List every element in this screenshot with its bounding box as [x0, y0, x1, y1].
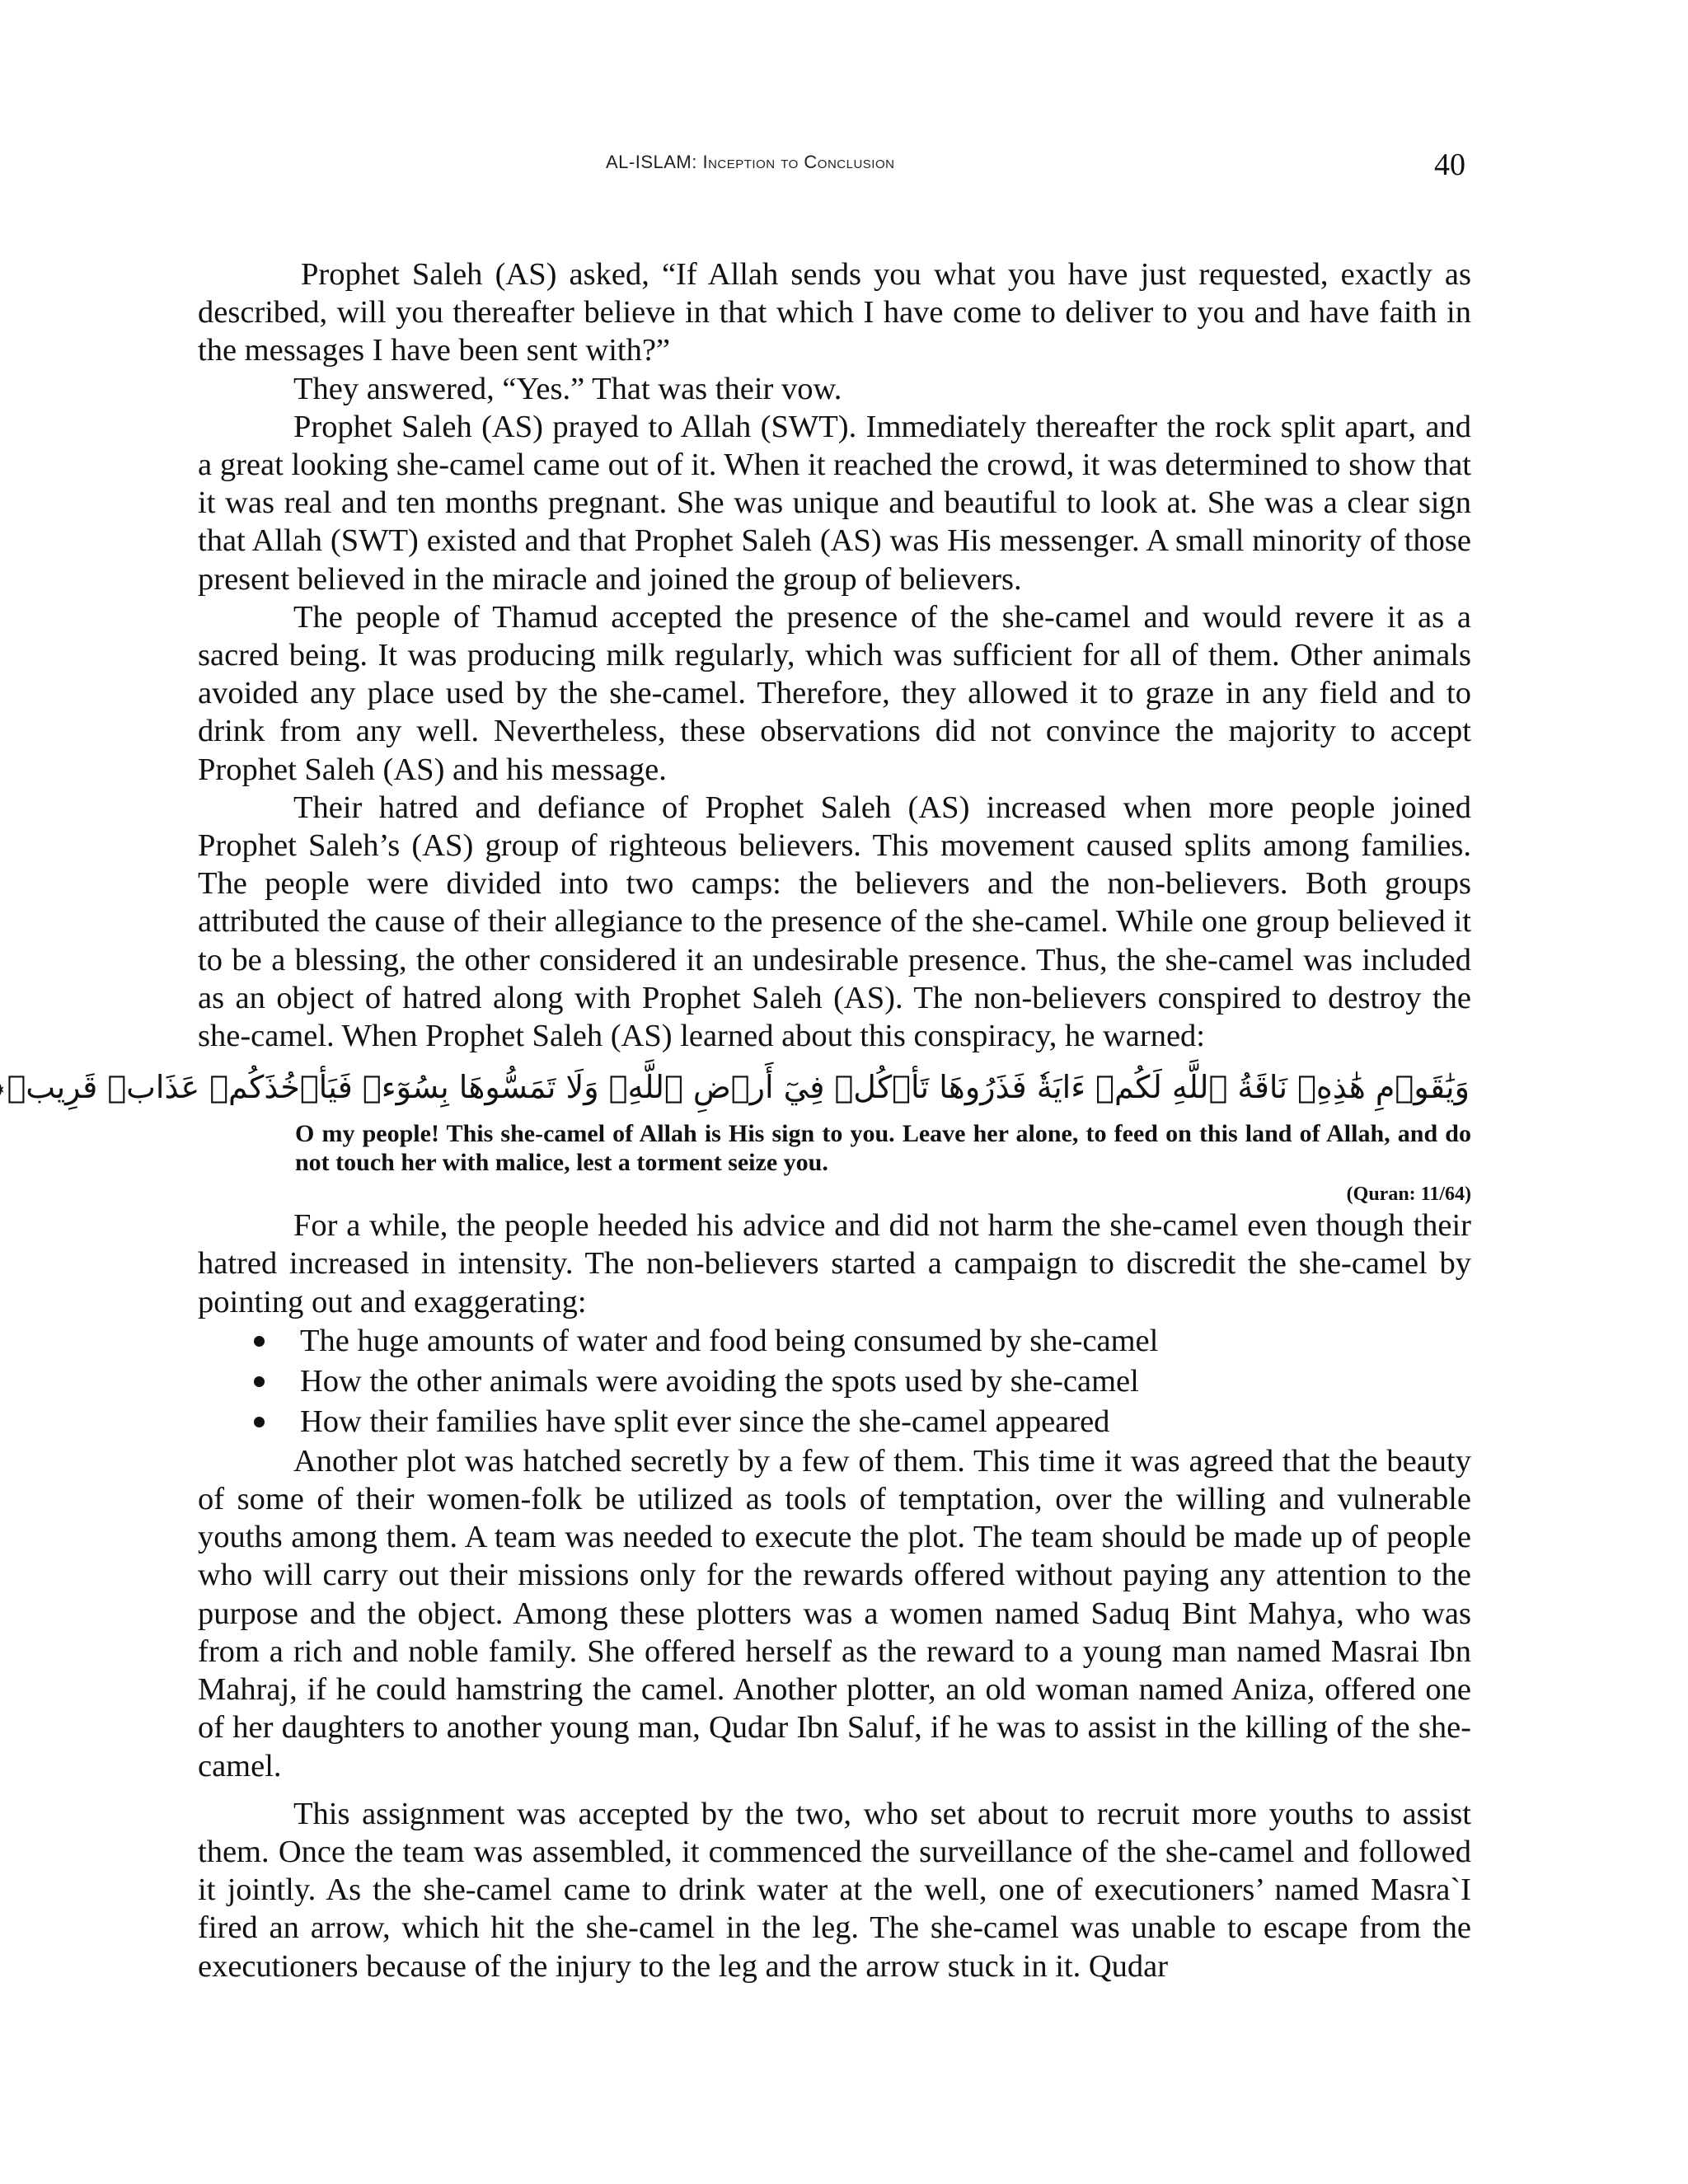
paragraph: For a while, the people heeded his advice and did not harm the she-camel even though their hatred increased in intensity. The non-believers started a campaign to discredit the she-camel by pointing out and exaggerating:: [198, 1208, 1471, 1319]
body-text: [7, 255, 1471, 1985]
quran-verse-arabic: [7, 1062, 1471, 1113]
list-item: [254, 1361, 1471, 1402]
verse-citation: (Quran: 11/64): [1346, 1183, 1471, 1206]
verse-translation: O my people! This she-camel of Allah is His sign to you. Leave her alone, to feed on this land of Allah, and do not touch her with malice, lest a torment seize you.: [295, 1120, 1471, 1177]
list-item-text: How the other animals were avoiding the spots used by she-camel: [300, 1363, 1139, 1399]
page-number: 40: [1434, 148, 1465, 182]
paragraph: Another plot was hatched secretly by a few of them. This time it was agreed that the beauty of some of their women-folk be utilized as tools of temptation, over the willing and vulnerable youths among them. A team was needed to execute the plot. The team should be made up of people who will carry out their missions only for the rewards offered without paying any attention to the purpose and the object. Among these plotters was a women named Saduq Bint Mahya, who was from a rich and noble family. She offered herself as the reward to a young man named Masrai Ibn Mahraj, if he could hamstring the camel. Another plotter, an old woman named Aniza, offered one of her daughters to another young man, Qudar Ibn Saluf, if he was to assist in the killing of the she-camel.: [198, 1443, 1471, 1783]
list-item-text: How their families have split ever since the she-camel appeared: [300, 1404, 1110, 1439]
paragraph: Prophet Saleh (AS) prayed to Allah (SWT). Immediately thereafter the rock split apart, and a great looking she-camel came out of it. When it reached the crowd, it was determined to show that it was real and ten months pregnant. She was unique and beautiful to look at. She was a clear sign that Allah (SWT) existed and that Prophet Saleh (AS) was His messenger. A small minority of those present believed in the miracle and joined the group of believers.: [198, 409, 1471, 597]
paragraph: Their hatred and defiance of Prophet Saleh (AS) increased when more people joined Prophet Saleh’s (AS) group of righteous believers. This movement caused splits among families. The people were divided into two camps: the believers and the non-believers. Both groups attributed the cause of their allegiance to the presence of the she-camel. While one group believed it to be a blessing, the other considered it an undesirable presence. Thus, the she-camel was included as an object of hatred along with Prophet Saleh (AS). The non-believers conspired to destroy the she-camel. When Prophet Saleh (AS) learned about this conspiracy, he warned:: [198, 790, 1471, 1054]
quran-verse-arabic-text: وَيَٰقَوۡمِ هَٰذِهِۦ نَاقَةُ ٱللَّهِ لَكُمۡ ءَايَةٗ فَذَرُوهَا تَأۡكُلۡ فِيٓ أَرۡضِ ٱللَّهِۖ وَلَا تَمَسُّوهَا بِسُوٓءٖ فَيَأۡخُذَكُمۡ عَذَابٞ قَرِيبٞ: [7, 1069, 1470, 1106]
bullet-icon: [254, 1417, 265, 1427]
running-header-title: AL-ISLAM: Inception to Conclusion: [606, 152, 895, 172]
paragraph: Prophet Saleh (AS) asked, “If Allah sends you what you have just requested, exactly as described, will you thereafter believe in that which I have come to deliver to you and have faith in the messages I have been sent with?”: [198, 257, 1471, 368]
bullet-list: [198, 1321, 1471, 1442]
bullet-icon: [254, 1336, 265, 1347]
list-item: [254, 1402, 1471, 1442]
paragraph: This assignment was accepted by the two, who set about to recruit more youths to assist them. Once the team was assembled, it commenced the surveillance of the she-camel and followed it jointly. As the she-camel came to drink water at the well, one of executioners’ named Masra`I fired an arrow, which hit the she-camel in the leg. The she-camel was unable to escape from the executioners because of the injury to the leg and the arrow stuck in it. Qudar: [198, 1796, 1471, 1984]
paragraph: They answered, “Yes.” That was their vow.: [293, 371, 842, 406]
bullet-icon: [254, 1376, 265, 1387]
list-item-text: The huge amounts of water and food being consumed by she-camel: [300, 1323, 1159, 1358]
verse-end-ornament-icon: [0, 1076, 3, 1104]
list-item: [254, 1321, 1471, 1361]
paragraph: The people of Thamud accepted the presence of the she-camel and would revere it as a sacred being. It was producing milk regularly, which was sufficient for all of them. Other animals avoided any place used by the she-camel. Therefore, they allowed it to graze in any field and to drink from any well. Nevertheless, these observations did not convince the majority to accept Prophet Saleh (AS) and his message.: [198, 599, 1471, 787]
